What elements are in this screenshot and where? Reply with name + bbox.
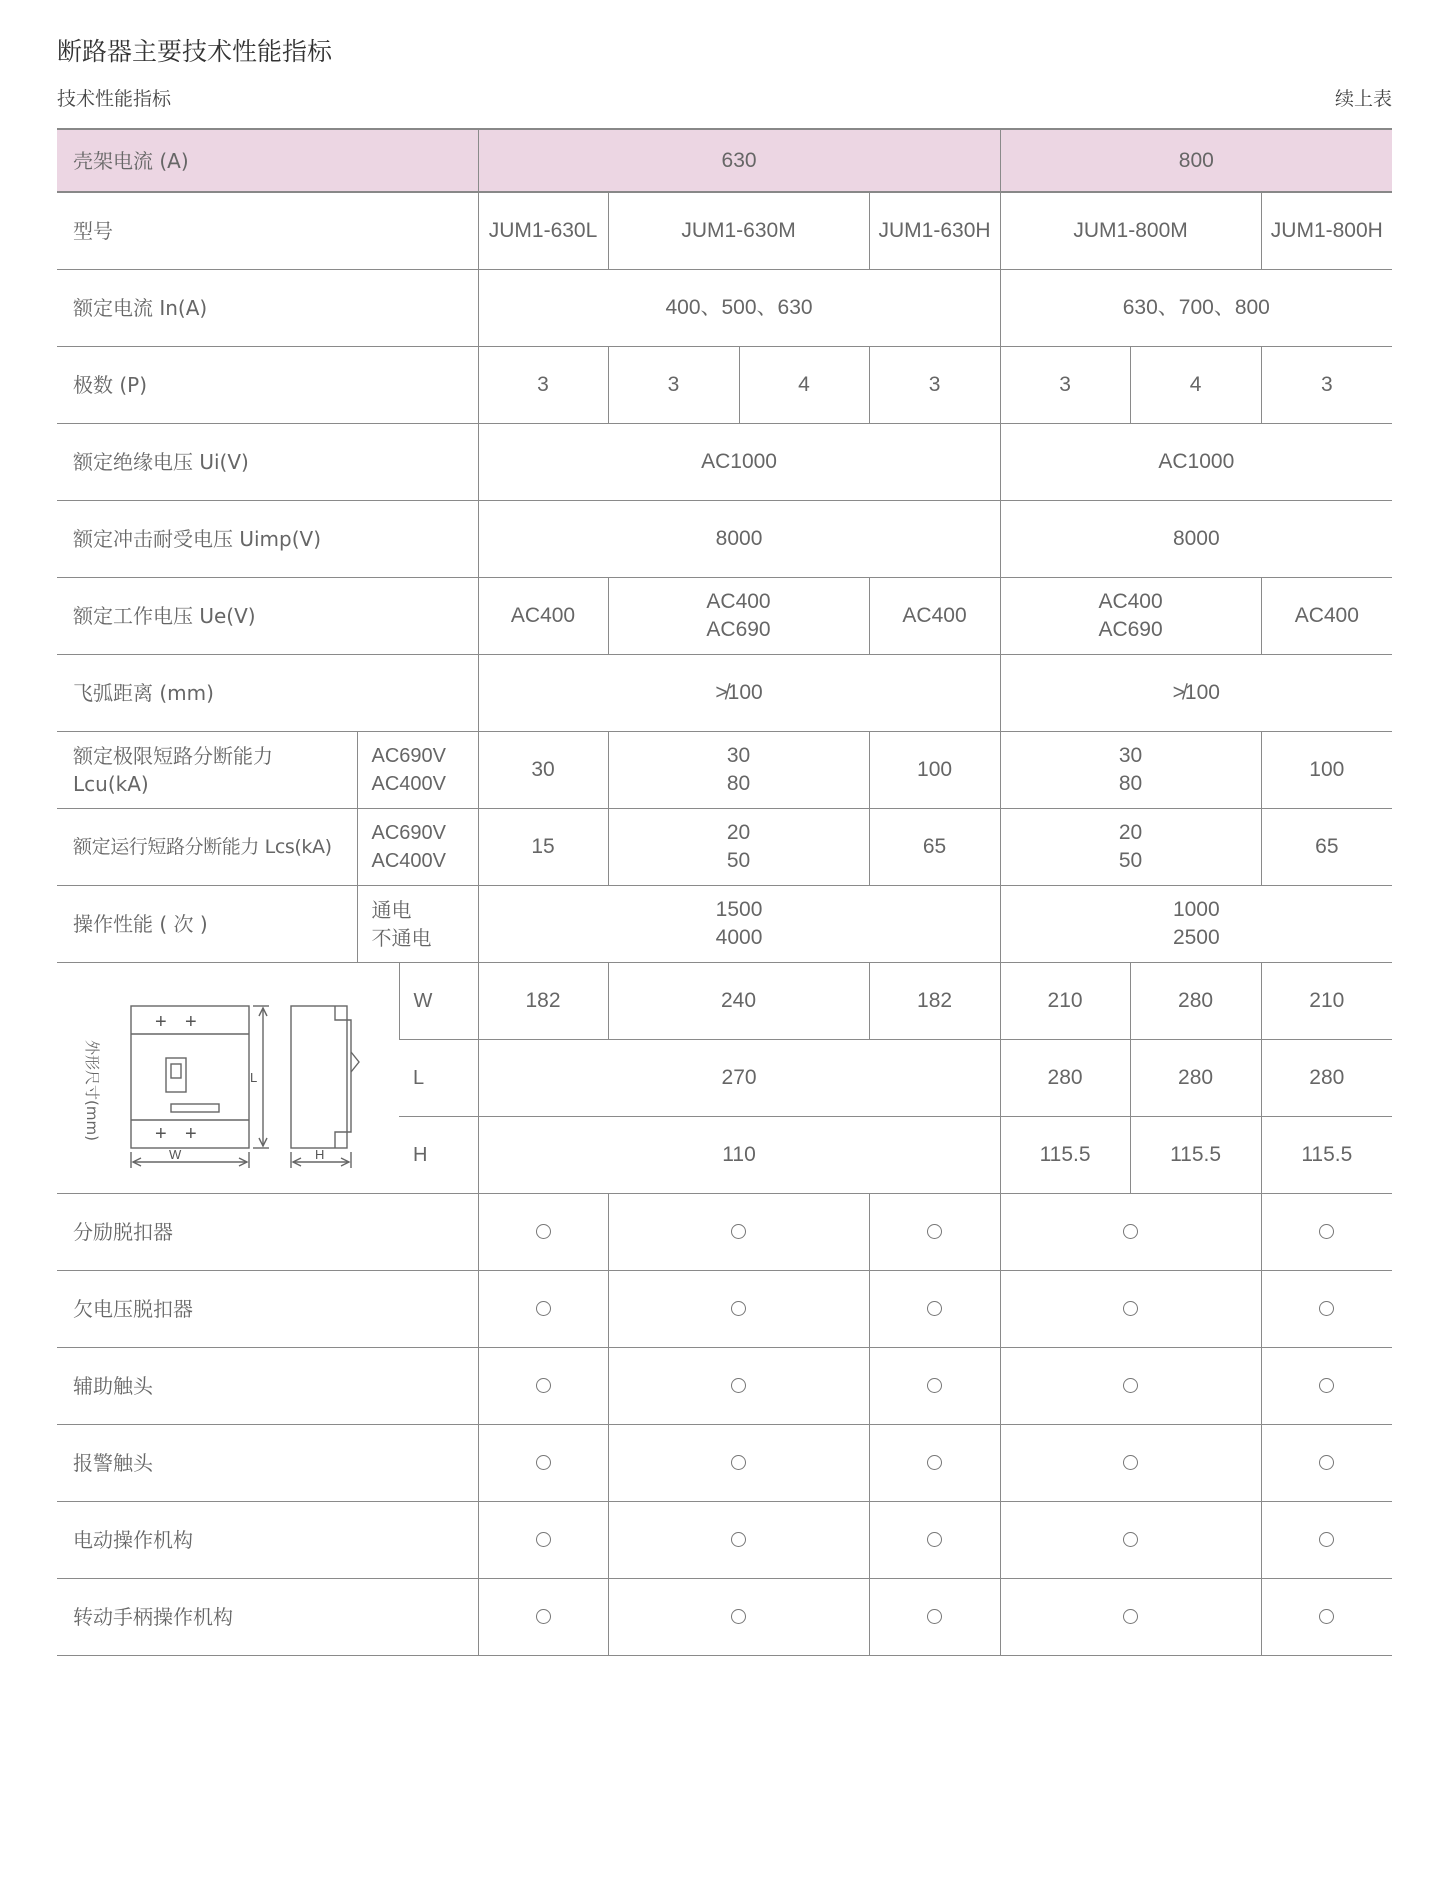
accessory-cell <box>1000 1193 1261 1270</box>
rated-current-630: 400、500、630 <box>478 269 1000 346</box>
accessory-cell <box>608 1578 869 1655</box>
lcs-630l: 15 <box>478 808 608 885</box>
handle-knob-icon <box>171 1064 181 1078</box>
circle-outline-icon <box>731 1301 746 1316</box>
model-jum1-630m: JUM1-630M <box>608 192 869 269</box>
frame-800: 800 <box>1000 129 1392 192</box>
dim-w-cell: 182 <box>478 962 608 1039</box>
accessory-label: 分励脱扣器 <box>57 1193 478 1270</box>
ue-800m-b: AC690 <box>1098 617 1163 641</box>
accessory-cell <box>608 1424 869 1501</box>
arc-row <box>57 654 1392 731</box>
dim-w-cell: 240 <box>608 962 869 1039</box>
model-jum1-800m: JUM1-800M <box>1000 192 1261 269</box>
model-label: 型号 <box>57 192 478 269</box>
circle-outline-icon <box>1123 1532 1138 1547</box>
accessory-cell <box>1000 1270 1261 1347</box>
circle-outline-icon <box>731 1532 746 1547</box>
ops-800-b: 2500 <box>1172 925 1220 949</box>
circle-outline-icon <box>1123 1301 1138 1316</box>
lcu-630h: 100 <box>869 731 1000 808</box>
lcu-800m <box>1000 731 1261 808</box>
circle-outline-icon <box>536 1455 551 1470</box>
dim-h-630: 110 <box>478 1116 1000 1193</box>
poles-cell: 3 <box>1261 346 1392 423</box>
circle-outline-icon <box>536 1532 551 1547</box>
ops-sub-b: 不通电 <box>371 925 432 950</box>
circle-outline-icon <box>1123 1224 1138 1239</box>
frame-630: 630 <box>478 129 1000 192</box>
lcs-voltage <box>357 808 478 885</box>
dim-h-row-label: H <box>399 1116 478 1193</box>
lcs-voltage-a: AC690V <box>371 821 446 844</box>
uimp-800: 8000 <box>1000 500 1392 577</box>
frame-current-label: 壳架电流 (A) <box>57 129 478 192</box>
circle-outline-icon <box>1123 1609 1138 1624</box>
lcu-label-b: Lcu(kA) <box>73 771 149 796</box>
ue-800m-a: AC400 <box>1098 589 1163 613</box>
dim-l-cell: 280 <box>1000 1039 1130 1116</box>
ue-label: 额定工作电压 Ue(V) <box>57 577 478 654</box>
ops-630-a: 1500 <box>715 897 763 921</box>
plus-mark: + <box>184 1122 197 1145</box>
ue-630m-b: AC690 <box>706 617 771 641</box>
uimp-row <box>57 500 1392 577</box>
dim-h-label: H <box>314 1146 325 1162</box>
model-jum1-630l: JUM1-630L <box>478 192 608 269</box>
circle-outline-icon <box>731 1609 746 1624</box>
accessory-cell <box>869 1424 1000 1501</box>
accessory-cell <box>1261 1193 1392 1270</box>
model-row <box>57 192 1392 269</box>
lcu-630m-b: 80 <box>726 771 751 795</box>
nameplate-icon <box>171 1104 219 1112</box>
ops-row <box>57 885 1392 962</box>
accessory-cell <box>1000 1578 1261 1655</box>
lcu-label <box>57 731 357 808</box>
poles-cell: 3 <box>608 346 739 423</box>
spec-table <box>57 128 1392 1656</box>
ue-800m <box>1000 577 1261 654</box>
rated-current-row <box>57 269 1392 346</box>
dim-l-cell: 280 <box>1130 1039 1261 1116</box>
ops-800 <box>1000 885 1392 962</box>
dim-l-cell: 280 <box>1261 1039 1392 1116</box>
ui-800: AC1000 <box>1000 423 1392 500</box>
dim-h-cell: 115.5 <box>1261 1116 1392 1193</box>
lcu-630m <box>608 731 869 808</box>
lcs-630m-b: 50 <box>726 848 751 872</box>
ops-sub-a: 通电 <box>371 897 412 922</box>
accessory-cell <box>869 1501 1000 1578</box>
ui-row <box>57 423 1392 500</box>
lcs-800m-a: 20 <box>1118 820 1143 844</box>
ue-630h: AC400 <box>869 577 1000 654</box>
uimp-label: 额定冲击耐受电压 Uimp(V) <box>57 500 478 577</box>
ue-630l: AC400 <box>478 577 608 654</box>
handle-icon <box>166 1058 186 1092</box>
poles-cell: 3 <box>869 346 1000 423</box>
accessory-label: 电动操作机构 <box>57 1501 478 1578</box>
accessory-cell <box>608 1270 869 1347</box>
ops-800-a: 1000 <box>1172 897 1220 921</box>
dim-l-630: 270 <box>478 1039 1000 1116</box>
lcu-voltage-b: AC400V <box>371 772 446 795</box>
rated-current-800: 630、700、800 <box>1000 269 1392 346</box>
circle-outline-icon <box>536 1609 551 1624</box>
poles-cell: 4 <box>739 346 869 423</box>
accessory-cell <box>478 1424 608 1501</box>
accessory-cell <box>869 1270 1000 1347</box>
model-jum1-800h: JUM1-800H <box>1261 192 1392 269</box>
accessory-cell <box>1261 1578 1392 1655</box>
ui-label: 额定绝缘电压 Ui(V) <box>57 423 478 500</box>
poles-row <box>57 346 1392 423</box>
accessory-cell <box>608 1193 869 1270</box>
ops-sub <box>357 885 478 962</box>
lcu-630m-a: 30 <box>726 743 751 767</box>
lcu-800m-b: 80 <box>1118 771 1143 795</box>
accessory-cell <box>1261 1347 1392 1424</box>
continued-label: 续上表 <box>1334 88 1392 110</box>
arc-label: 飞弧距离 (mm) <box>57 654 478 731</box>
accessory-cell <box>608 1501 869 1578</box>
circle-outline-icon <box>536 1224 551 1239</box>
poles-label: 极数 (P) <box>57 346 478 423</box>
poles-cell: 3 <box>478 346 608 423</box>
accessory-cell <box>478 1578 608 1655</box>
accessory-cell <box>869 1347 1000 1424</box>
circle-outline-icon <box>1319 1455 1334 1470</box>
lcs-630m-a: 20 <box>726 820 751 844</box>
circle-outline-icon <box>1319 1532 1334 1547</box>
dim-w-cell: 210 <box>1261 962 1392 1039</box>
accessory-cell <box>478 1193 608 1270</box>
dimension-axis-label: 外形尺寸(mm) <box>82 1039 101 1141</box>
circle-outline-icon <box>1123 1378 1138 1393</box>
lcs-800h: 65 <box>1261 808 1392 885</box>
accessory-cell <box>478 1501 608 1578</box>
arc-800: ≯100 <box>1000 654 1392 731</box>
dim-w-cell: 210 <box>1000 962 1130 1039</box>
accessory-cell <box>608 1347 869 1424</box>
accessory-row <box>57 1193 1392 1270</box>
accessory-label: 转动手柄操作机构 <box>57 1578 478 1655</box>
page-subtitle: 技术性能指标 <box>57 88 172 110</box>
plus-mark: + <box>184 1010 197 1033</box>
accessory-cell <box>1261 1424 1392 1501</box>
poles-cell: 3 <box>1000 346 1130 423</box>
accessory-cell <box>1261 1270 1392 1347</box>
ops-630-b: 4000 <box>715 925 763 949</box>
accessory-row <box>57 1424 1392 1501</box>
accessory-cell <box>1000 1347 1261 1424</box>
lcs-label: 额定运行短路分断能力 Lcs(kA) <box>57 808 357 885</box>
circle-outline-icon <box>1319 1224 1334 1239</box>
breaker-outline-diagram <box>63 978 393 1178</box>
ue-630m <box>608 577 869 654</box>
ue-row <box>57 577 1392 654</box>
dim-w-row <box>57 962 1392 1039</box>
ops-label: 操作性能 ( 次 ) <box>57 885 357 962</box>
circle-outline-icon <box>536 1378 551 1393</box>
ui-630: AC1000 <box>478 423 1000 500</box>
lcu-row <box>57 731 1392 808</box>
circle-outline-icon <box>927 1224 942 1239</box>
plus-mark: + <box>154 1122 167 1145</box>
dim-w-cell: 182 <box>869 962 1000 1039</box>
accessory-label: 辅助触头 <box>57 1347 478 1424</box>
accessory-cell <box>1000 1501 1261 1578</box>
poles-cell: 4 <box>1130 346 1261 423</box>
accessory-cell <box>1261 1501 1392 1578</box>
circle-outline-icon <box>927 1609 942 1624</box>
circle-outline-icon <box>1123 1455 1138 1470</box>
accessory-row <box>57 1578 1392 1655</box>
plus-mark: + <box>154 1010 167 1033</box>
accessory-cell <box>1000 1424 1261 1501</box>
dim-w-label: W <box>168 1146 182 1162</box>
lcs-row <box>57 808 1392 885</box>
circle-outline-icon <box>927 1455 942 1470</box>
rated-current-label: 额定电流 In(A) <box>57 269 478 346</box>
dim-w-row-label: W <box>399 962 478 1039</box>
side-handle <box>351 1052 359 1072</box>
lcs-voltage-b: AC400V <box>371 849 446 872</box>
circle-outline-icon <box>536 1301 551 1316</box>
dim-w-cell: 280 <box>1130 962 1261 1039</box>
ue-630m-a: AC400 <box>706 589 771 613</box>
circle-outline-icon <box>1319 1301 1334 1316</box>
circle-outline-icon <box>927 1301 942 1316</box>
accessory-cell <box>869 1193 1000 1270</box>
dim-h-cell: 115.5 <box>1130 1116 1261 1193</box>
lcu-voltage <box>357 731 478 808</box>
accessory-cell <box>478 1270 608 1347</box>
accessory-row <box>57 1270 1392 1347</box>
accessory-cell <box>478 1347 608 1424</box>
ue-800h: AC400 <box>1261 577 1392 654</box>
breaker-side-body <box>291 1006 347 1148</box>
accessory-label: 报警触头 <box>57 1424 478 1501</box>
accessory-row <box>57 1347 1392 1424</box>
accessory-row <box>57 1501 1392 1578</box>
circle-outline-icon <box>1319 1609 1334 1624</box>
circle-outline-icon <box>731 1378 746 1393</box>
circle-outline-icon <box>1319 1378 1334 1393</box>
circle-outline-icon <box>927 1378 942 1393</box>
arc-630: ≯100 <box>478 654 1000 731</box>
ops-630 <box>478 885 1000 962</box>
dimension-diagram-cell <box>57 962 399 1193</box>
uimp-630: 8000 <box>478 500 1000 577</box>
lcs-630m <box>608 808 869 885</box>
dim-h-cell: 115.5 <box>1000 1116 1130 1193</box>
lcu-voltage-a: AC690V <box>371 744 446 767</box>
dim-l-label: L <box>249 1069 257 1085</box>
accessory-label: 欠电压脱扣器 <box>57 1270 478 1347</box>
lcs-800m-b: 50 <box>1118 848 1143 872</box>
accessory-cell <box>869 1578 1000 1655</box>
lcu-800h: 100 <box>1261 731 1392 808</box>
lcu-630l: 30 <box>478 731 608 808</box>
model-jum1-630h: JUM1-630H <box>869 192 1000 269</box>
lcs-800m <box>1000 808 1261 885</box>
lcu-800m-a: 30 <box>1118 743 1143 767</box>
lcs-630h: 65 <box>869 808 1000 885</box>
circle-outline-icon <box>731 1224 746 1239</box>
dim-l-row-label: L <box>399 1039 478 1116</box>
page-title: 断路器主要技术性能指标 <box>57 37 333 66</box>
frame-current-row <box>57 129 1392 192</box>
lcu-label-a: 额定极限短路分断能力 <box>73 743 273 768</box>
side-step <box>335 1006 351 1148</box>
circle-outline-icon <box>927 1532 942 1547</box>
circle-outline-icon <box>731 1455 746 1470</box>
